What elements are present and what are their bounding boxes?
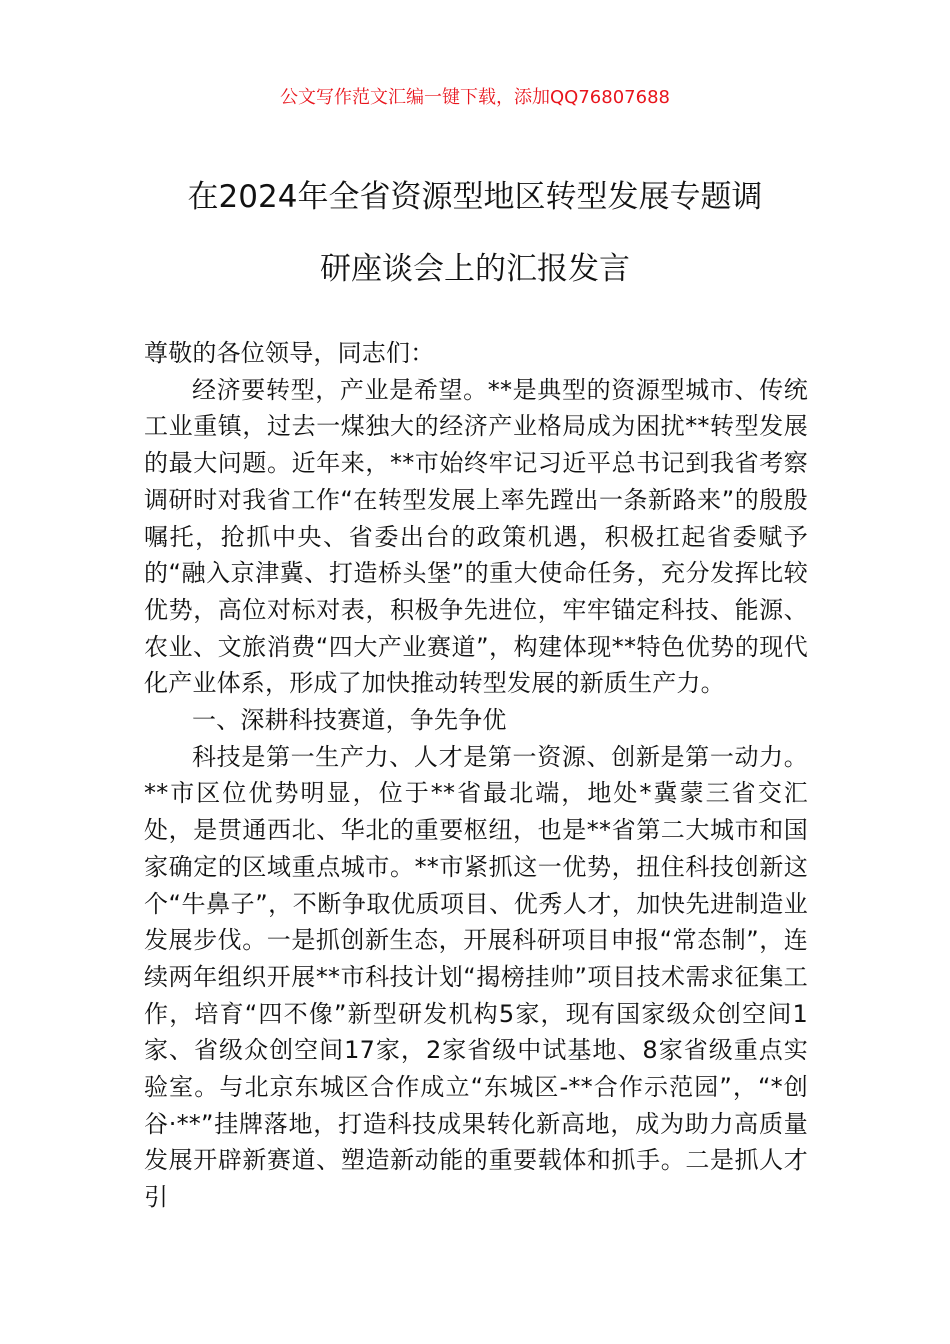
download-banner: 公文写作范文汇编一键下载，添加QQ76807688 xyxy=(280,87,670,108)
document-body xyxy=(144,335,808,1216)
title-line-1: 在2024年全省资源型地区转型发展专题调 xyxy=(187,179,763,215)
title-line-2: 研座谈会上的汇报发言 xyxy=(320,251,630,287)
salutation: 尊敬的各位领导，同志们： xyxy=(144,339,435,367)
intro-paragraph: 经济要转型，产业是希望。**是典型的资源型城市、传统工业重镇，过去一煤独大的经济产业格局成为困扰**转型发展的最大问题。近年来，**市始终牢记习近平总书记到我省考察调研时对我省工作“在转型发展上率先蹚出一条新路来”的殷殷嘱托，抢抓中央、省委出台的政策机遇，积极扛起省委赋予的“融入京津冀、打造桥头堡”的重大使命任务，充分发挥比较优势，高位对标对表，积极争先进位，牢牢锚定科技、能源、农业、文旅消费“四大产业赛道”，构建体现**特色优势的现代化产业体系，形成了加快推动转型发展的新质生产力。 xyxy=(144,375,808,698)
section-heading: 一、深耕科技赛道，争先争优 xyxy=(192,706,507,735)
section-paragraph: 科技是第一生产力、人才是第一资源、创新是第一动力。**市区位优势明显，位于**省最北端，地处*冀蒙三省交汇处，是贯通西北、华北的重要枢纽，也是**省第二大城市和国家确定的区域重点城市。**市紧抓这一优势，扭住科技创新这个“牛鼻子”，不断争取优质项目、优秀人才，加快先进制造业发展步伐。一是抓创新生态，开展科研项目申报“常态制”，连续两年组织开展**市科技计划“揭榜挂帅”项目技术需求征集工作，培育“四不像”新型研发机构5家，现有国家级众创空间1家、省级众创空间17家，2家省级中试基地、8家省级重点实验室。与北京东城区合作成立“东城区-**合作示范园”，“*创谷·**”挂牌落地，打造科技成果转化新高地，成为助力高质量发展开辟新赛道、塑造新动能的重要载体和抓手。二是抓人才引 xyxy=(144,742,808,1212)
